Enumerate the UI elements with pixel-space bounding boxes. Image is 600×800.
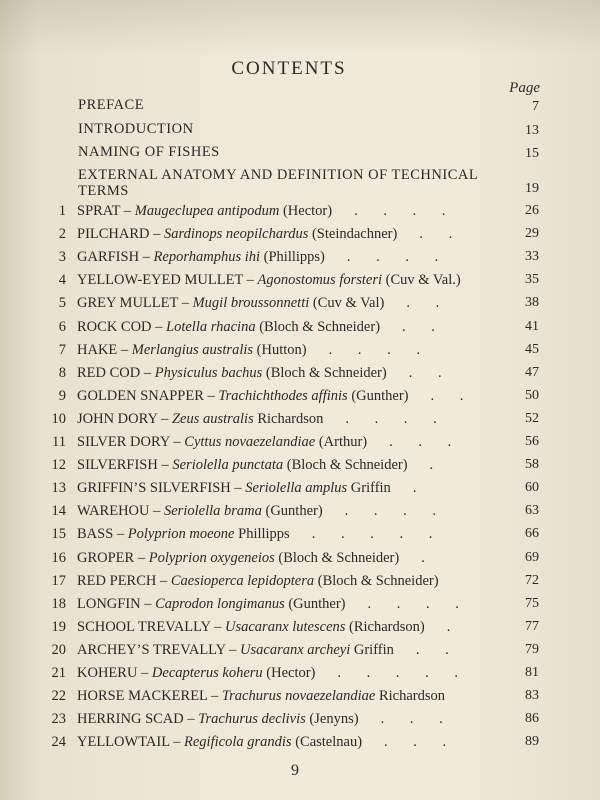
entry-page: 72 (525, 572, 539, 588)
entry-authority: (Bloch & Schneider) (283, 457, 408, 474)
entry-leader-dots: . . . . . (337, 665, 459, 681)
entry-scientific-name: Cyttus novaezelandiae (184, 434, 316, 450)
entry-authority: Richardson (253, 410, 324, 427)
entry-separator: – (203, 387, 219, 404)
entry-separator: – (149, 226, 165, 243)
toc-preface-title: PREFACE (78, 97, 145, 113)
toc-entry (0, 457, 600, 480)
toc-entry (0, 365, 600, 388)
entry-page: 83 (525, 688, 539, 704)
entry-number: 15 (51, 526, 66, 543)
entry-number: 10 (51, 410, 66, 427)
entry-authority: (Arthur) (315, 434, 368, 450)
entry-number: 2 (58, 226, 66, 243)
entry-title (77, 319, 435, 336)
entry-title (77, 734, 446, 751)
entry-separator: – (113, 526, 128, 543)
entry-authority: (Cuv & Val) (309, 295, 385, 312)
entry-scientific-name: Maugeclupea antipodum (134, 203, 280, 219)
entry-leader-dots: . . (402, 318, 435, 335)
toc-entry (0, 688, 600, 711)
entry-scientific-name: Polyprion moeone (127, 526, 235, 543)
toc-anatomy-title-line1: EXTERNAL ANATOMY AND DEFINITION OF TECHNICAL (78, 167, 479, 183)
entry-title (77, 573, 461, 590)
toc-introduction-title: INTRODUCTION (78, 121, 194, 137)
entry-leader-dots: . . (415, 641, 449, 658)
entry-title (77, 249, 438, 266)
entry-scientific-name: Caprodon longimanus (155, 595, 285, 612)
toc-entry (0, 619, 600, 642)
entry-common-name: SILVER DORY (77, 434, 170, 450)
entry-leader-dots: . . . . (328, 341, 420, 358)
entry-page: 81 (525, 665, 539, 680)
toc-entry (0, 480, 600, 503)
entry-title (77, 503, 436, 520)
entry-scientific-name: Seriolella amplus (245, 480, 348, 497)
entry-authority: Griffin (347, 480, 391, 497)
entry-scientific-name: Merlangius australis (131, 341, 254, 358)
entry-number: 22 (51, 688, 66, 705)
entry-authority: (Castelnau) (291, 734, 363, 751)
entry-common-name: KOHERU (77, 665, 138, 681)
entry-leader-dots: . . (419, 226, 453, 243)
entry-page: 56 (525, 434, 539, 449)
entry-leader-dots: . . . (380, 711, 443, 728)
entry-page: 35 (525, 272, 539, 288)
entry-leader-dots: . . (406, 295, 440, 312)
entry-common-name: GOLDEN SNAPPER (77, 387, 204, 404)
entry-separator: – (157, 457, 173, 474)
toc-entry (0, 550, 600, 573)
toc-entry (0, 295, 600, 318)
entry-page: 75 (525, 595, 539, 611)
entry-authority: (Hector) (262, 665, 316, 681)
entry-scientific-name: Trachurus declivis (198, 711, 306, 728)
entry-title (77, 711, 443, 728)
entry-page: 63 (525, 503, 539, 519)
entry-number: 21 (51, 665, 66, 681)
entry-title (77, 619, 450, 636)
entry-authority: (Gunther) (261, 503, 323, 520)
entry-common-name: SPRAT (77, 203, 121, 219)
toc-entry (0, 411, 600, 434)
entry-common-name: HAKE (77, 341, 118, 358)
toc-entry (0, 272, 600, 295)
toc-anatomy-title-line2: TERMS (78, 183, 129, 199)
entry-number: 6 (58, 318, 66, 335)
entry-title (77, 342, 420, 359)
toc-entry (0, 319, 600, 342)
entry-number: 7 (58, 341, 66, 358)
entry-authority: (Cuv & Val.) (382, 272, 461, 289)
entry-title (77, 365, 442, 382)
entry-scientific-name: Regificola grandis (184, 734, 292, 751)
entry-number: 17 (51, 572, 66, 589)
entry-title (77, 550, 425, 567)
toc-entry (0, 642, 600, 665)
entry-separator: – (225, 641, 241, 658)
toc-entry (0, 203, 600, 226)
entry-page: 77 (525, 618, 539, 634)
entry-leader-dots: . . . (389, 434, 452, 450)
entry-common-name: HERRING SCAD (77, 711, 184, 728)
entry-scientific-name: Physiculus bachus (154, 364, 263, 381)
entry-title (77, 688, 467, 705)
entry-separator: – (137, 665, 152, 681)
entry-leader-dots: . (446, 618, 451, 635)
entry-separator: – (156, 572, 171, 589)
entry-number: 11 (52, 434, 66, 450)
entry-separator: – (149, 503, 164, 520)
entry-title (77, 665, 458, 682)
entry-leader-dots: . (429, 457, 434, 474)
entry-authority: (Hector) (279, 203, 333, 219)
entry-separator: – (243, 272, 258, 289)
toc-entry (0, 573, 600, 596)
entry-scientific-name: Seriolella punctata (172, 457, 284, 474)
entry-common-name: RED PERCH (77, 572, 157, 589)
entry-title (77, 480, 416, 497)
entry-separator: – (117, 341, 132, 358)
entry-authority: (Phillipps) (260, 249, 325, 266)
toc-entry (0, 226, 600, 249)
page-number: 9 (291, 762, 299, 779)
entry-separator: – (169, 434, 185, 450)
page-column-label: Page (509, 80, 540, 96)
entry-authority: (Gunther) (284, 595, 346, 612)
entry-page: 41 (525, 318, 539, 334)
entry-number: 18 (51, 595, 66, 612)
entry-authority: (Bloch & Schneider) (314, 572, 439, 589)
entry-common-name: LONGFIN (77, 595, 141, 612)
entry-leader-dots: . (412, 480, 417, 497)
entry-authority: (Gunther) (347, 387, 409, 404)
entry-page: 89 (525, 734, 539, 750)
entry-common-name: HORSE MACKEREL (77, 688, 208, 705)
entry-number: 23 (51, 711, 66, 728)
entry-common-name: GRIFFIN’S SILVERFISH (77, 480, 231, 497)
entry-separator: – (210, 618, 225, 635)
entry-common-name: SCHOOL TREVALLY (77, 618, 211, 635)
entry-title (77, 272, 483, 289)
entry-page: 79 (525, 641, 539, 657)
entry-common-name: ARCHEY’S TREVALLY (77, 641, 226, 658)
toc-entry (0, 596, 600, 619)
entry-separator: – (140, 595, 156, 612)
entry-number: 14 (51, 503, 66, 520)
entry-authority: (Bloch & Schneider) (255, 318, 381, 335)
entry-leader-dots: . . (430, 387, 464, 404)
toc-anatomy-page: 19 (525, 181, 539, 196)
entry-separator: – (207, 688, 222, 705)
entry-authority: (Hutton) (253, 341, 307, 358)
entry-number: 13 (51, 480, 66, 497)
entry-page: 29 (525, 226, 539, 242)
entry-common-name: GARFISH (77, 249, 140, 266)
entry-title (77, 411, 437, 428)
entry-leader-dots: . . . . . (311, 526, 433, 543)
toc-entry (0, 388, 600, 411)
entry-scientific-name: Trachichthodes affinis (218, 387, 348, 404)
page-edge-shadow (0, 0, 600, 55)
toc-naming-page: 15 (525, 146, 539, 161)
entry-number: 19 (51, 618, 66, 635)
entry-scientific-name: Agonostomus forsteri (257, 272, 383, 289)
entry-common-name: YELLOW-EYED MULLET (77, 272, 244, 289)
entry-leader-dots: . . . . (344, 503, 437, 520)
entry-leader-dots: . . (408, 364, 442, 381)
entry-page: 47 (525, 364, 539, 380)
entry-title (77, 203, 445, 220)
entry-scientific-name: Trachurus novaezelandiae (221, 688, 376, 705)
entry-title (77, 226, 452, 243)
entry-number: 8 (58, 364, 66, 381)
entry-page: 50 (525, 387, 539, 403)
entry-number: 4 (58, 272, 66, 289)
toc-entry (0, 526, 600, 549)
toc-preface-page: 7 (532, 99, 539, 114)
entry-scientific-name: Caesioperca lepidoptera (170, 572, 315, 589)
entry-scientific-name: Mugil broussonnetti (192, 295, 310, 312)
toc-entry (0, 249, 600, 272)
entry-page: 66 (525, 526, 539, 542)
entry-leader-dots: . . . (384, 734, 447, 751)
entry-scientific-name: Usacaranx lutescens (225, 618, 346, 635)
entry-number: 20 (51, 641, 66, 658)
entry-scientific-name: Reporhamphus ihi (153, 249, 261, 266)
entry-authority: (Jenyns) (305, 711, 359, 728)
contents-heading: CONTENTS (231, 58, 347, 79)
entry-leader-dots: . . . . (346, 249, 439, 266)
entry-page: 45 (525, 341, 539, 357)
entry-leader-dots: . . . . (367, 595, 459, 612)
entry-scientific-name: Sardinops neopilchardus (164, 226, 309, 243)
entry-separator: – (139, 249, 154, 266)
entry-authority: (Steindachner) (308, 226, 398, 243)
toc-entry (0, 503, 600, 526)
entry-common-name: RED COD (77, 364, 141, 381)
entry-separator: – (230, 480, 246, 497)
entry-separator: – (134, 549, 149, 566)
entry-common-name: YELLOWTAIL (77, 734, 170, 751)
toc-entry (0, 665, 600, 688)
entry-scientific-name: Zeus australis (171, 410, 254, 427)
entry-number: 1 (58, 203, 66, 219)
entry-scientific-name: Polyprion oxygeneios (148, 549, 275, 566)
entry-scientific-name: Decapterus koheru (151, 665, 263, 681)
toc-entry (0, 734, 600, 757)
entry-page: 38 (525, 295, 539, 311)
entry-authority: (Bloch & Schneider) (274, 549, 400, 566)
entry-common-name: PILCHARD (77, 226, 150, 243)
toc-naming-title: NAMING OF FISHES (78, 144, 220, 160)
entry-common-name: BASS (77, 526, 114, 543)
entry-title (77, 295, 439, 312)
entry-common-name: ROCK COD (77, 318, 152, 335)
toc-introduction-page: 13 (525, 123, 539, 138)
entry-separator: – (140, 364, 155, 381)
entry-leader-dots: . (421, 549, 425, 566)
entry-title (77, 388, 463, 405)
entry-separator: – (157, 410, 172, 427)
entry-authority: (Richardson) (345, 618, 425, 635)
entry-scientific-name: Seriolella brama (164, 503, 262, 520)
entry-number: 12 (51, 457, 66, 474)
toc-entry (0, 711, 600, 734)
entry-authority: Griffin (350, 641, 394, 658)
entry-scientific-name: Usacaranx archeyi (240, 641, 351, 658)
entry-page: 33 (525, 249, 539, 265)
entry-page: 86 (525, 711, 539, 727)
entry-separator: – (183, 711, 199, 728)
entry-separator: – (178, 295, 193, 312)
entry-page: 58 (525, 457, 539, 473)
entry-authority: (Bloch & Schneider) (262, 364, 387, 381)
entry-common-name: SILVERFISH (77, 457, 158, 474)
entry-scientific-name: Lotella rhacina (166, 318, 256, 335)
toc-entry (0, 434, 600, 457)
entry-number: 3 (58, 249, 66, 266)
entry-common-name: JOHN DORY (77, 410, 158, 427)
entry-common-name: GROPER (77, 549, 135, 566)
entry-leader-dots: . . . . (345, 410, 437, 427)
entry-separator: – (169, 734, 185, 751)
entry-authority: Richardson (375, 688, 445, 705)
entry-page: 52 (525, 410, 539, 426)
entry-leader-dots: . . . . (354, 203, 446, 219)
entry-page: 26 (525, 203, 539, 218)
entry-page: 69 (525, 549, 539, 565)
toc-entry (0, 342, 600, 365)
entry-number: 9 (58, 387, 66, 404)
entry-title (77, 457, 433, 474)
entry-number: 5 (58, 295, 66, 312)
entry-title (77, 642, 449, 659)
entry-separator: – (151, 318, 167, 335)
entry-number: 24 (51, 734, 66, 751)
entry-page: 60 (525, 480, 539, 496)
entry-authority: Phillipps (234, 526, 290, 543)
entry-separator: – (120, 203, 135, 219)
entry-title (77, 434, 451, 451)
entry-common-name: GREY MULLET (77, 295, 179, 312)
entry-title (77, 526, 432, 543)
entry-number: 16 (51, 549, 66, 566)
entry-title (77, 596, 459, 613)
entry-common-name: WAREHOU (77, 503, 150, 520)
